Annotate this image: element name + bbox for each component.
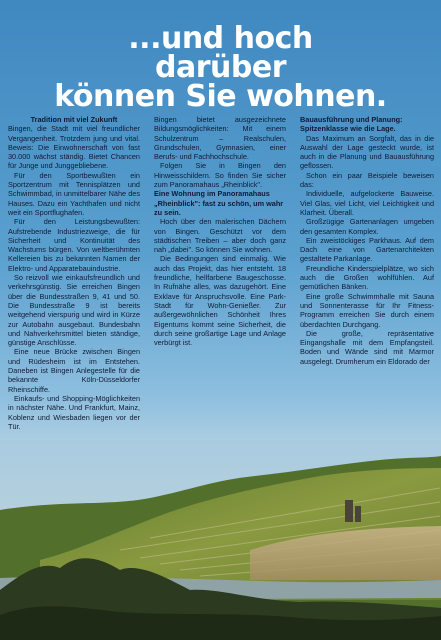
headline [0, 21, 441, 114]
column-3-paragraph: Freundliche Kinderspielplätze, wo sich auch die Großen wohlfühlen. Auf gemütlichen Bänken. [300, 263, 434, 292]
column-1-paragraph: Für den Sportbewußten ein Sportzentrum mit Tennisplätzen und Schwimmbad, in unmittelbarer Nähe des Hauses. Dazu ein Yachthafen und nicht weit ein Sportflughafen. [8, 170, 140, 217]
column-1-paragraph: So reizvoll wie einkaufsfreundlich und verkehrsgünstig. Sie erreichen Bingen über die Bundesstraßen 9, 41 und 50. Die Bundesstraße 9 ist bereits weitgehend vierspurig und wird in Kürze zur Autobahn ausgebaut. Bundesbahn und Nahverkehrsmittel bieten ständige, günstige Anschlüsse. [8, 273, 140, 348]
column-2-paragraph: Bingen bietet ausgezeichnete Bildungsmöglichkeiten: Mit einem Schulzentrum – Realschulen, Grundschulen, Gymnasien, einer Berufs- und Fachhochschule. [154, 115, 286, 162]
column-3-paragraph: Großzügige Gartenanlagen umgeben den gesamten Komplex. [300, 217, 434, 236]
column-3-paragraph: Das Maximum an Sorgfalt, das in die Auswahl der Lage gesteckt wurde, ist auch in die Planung und Bauausführung geflossen. [300, 133, 434, 171]
rhine-valley-photo [0, 440, 441, 640]
column-1-heading: Tradition mit viel Zukunft [30, 115, 118, 124]
text-column-1 [8, 115, 140, 431]
headline-line-1: ...und hoch [128, 21, 313, 56]
headline-line-2: darüber [155, 50, 286, 85]
column-1-paragraph: Eine neue Brücke zwischen Bingen und Rüdesheim ist im Entstehen. Daneben ist Bingen Anlegestelle für die bekannte Köln-Düsseldorfer Rheinschiffe. [8, 347, 140, 394]
column-2-paragraph: Folgen Sie in Bingen den Hinweisschildern. So finden Sie sicher zum Panoramahaus „Rheinblick". [154, 161, 286, 190]
column-3-paragraph: Eine große Schwimmhalle mit Sauna und Sonnenterasse für Ihr Fitness-Programm erreichen Sie durch einem überdachten Durchgang. [300, 291, 434, 329]
column-2-subheading: Eine Wohnung im Panoramahaus „Rheinblick": fast zu schön, um wahr zu sein. [154, 189, 284, 217]
column-1-paragraph: Einkaufs- und Shopping-Möglichkeiten in nächster Nähe. Und Frankfurt, Mainz, Koblenz und Wiesbaden liegen vor der Tür. [8, 393, 140, 431]
column-3-paragraph: Ein zweistöckiges Parkhaus. Auf dem Dach eine von Gartenarchitekten gestaltete Parkanlage. [300, 235, 434, 264]
text-column-3 [300, 115, 434, 366]
headline-line-3: können Sie wohnen. [54, 79, 387, 114]
column-2-paragraph: Hoch über den malerischen Dächern von Bingen. Geschützt vor dem städtischen Treiben – aber doch ganz nah „dabei". So können Sie wohnen. [154, 217, 286, 255]
column-3-heading: Bauausführung und Planung: Spitzenklasse wie die Lage. [300, 115, 403, 134]
column-3-paragraph: Individuelle, aufgelockerte Bauweise. Viel Glas, viel Licht, viel Leichtigkeit und Klarheit. Überall. [300, 189, 434, 217]
text-column-2 [154, 115, 286, 347]
column-3-paragraph: Schon ein paar Beispiele beweisen das: [300, 170, 434, 190]
column-3-paragraph: Die große, repräsentative Eingangshalle mit dem Empfangsteil. Boden und Wände sind mit Marmor ausgelegt. Drumherum ein Eldorado der [300, 328, 434, 366]
column-1-paragraph: Für den Leistungsbewußten: Aufstrebende Industriezweige, die für Sicherheit und Kontinuität des Wachstums bürgen. Von weltberühmten Kellereien bis zu bekannten Namen der Elektro- und Apparatebauindustrie. [8, 217, 140, 273]
column-2-paragraph: Die Bedingungen sind einmalig. Wie auch das Projekt, das hier entsteht. 18 freundliche, hellfarbene Baugeschosse. In Rufnähe alles, was dazugehört. Eine Exklave für Anspruchsvolle. Eine Park-Stadt für Wohn-Genießer. Zur außergewöhnlichen Schönheit Ihres Eigentums kommt seine Sicherheit, die durch seine großartige Lage und Anlage verbürgt ist. [154, 254, 286, 348]
column-1-paragraph: Bingen, die Stadt mit viel freundlicher Vergangenheit. Trotzdem jung und vital. Beweis: Die Einwohnerschaft von fast 30.000 wächst ständig. Bietet Chancen für Junge und Junggebliebene. [8, 124, 140, 171]
